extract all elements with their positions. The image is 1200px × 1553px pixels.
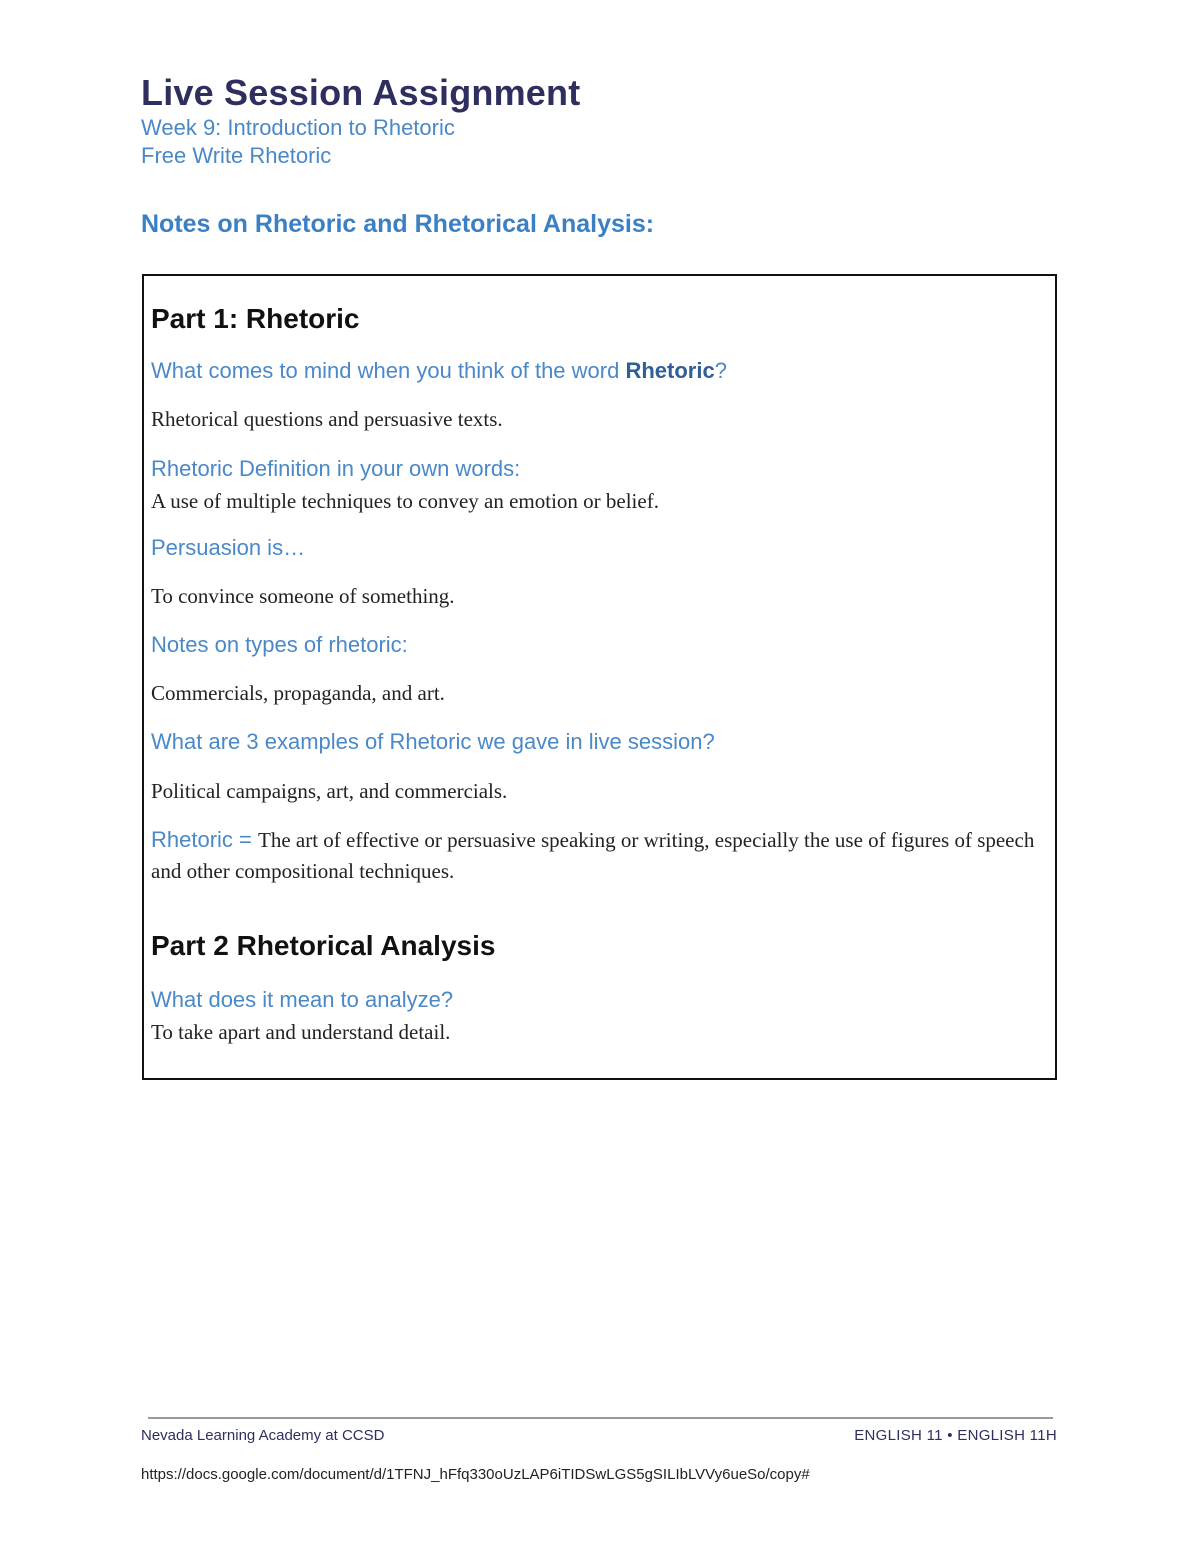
part1-question-persuasion: Persuasion is… [151,535,306,560]
question-prefix: What comes to mind when you think of the word [151,358,626,383]
part1-question-definition: Rhetoric Definition in your own words: [151,456,521,481]
question-suffix: ? [714,358,727,383]
rhetoric-definition [151,826,1051,888]
week-subtitle: Week 9: Introduction to Rhetoric [141,115,455,140]
part1-answer-definition[interactable]: A use of multiple techniques to convey an emotion or belief. [151,489,659,513]
definition-lead: Rhetoric = [151,827,258,852]
notes-section-heading: Notes on Rhetoric and Rhetorical Analysis: [141,210,655,238]
part1-answer-rhetoric-mind[interactable]: Rhetorical questions and persuasive texts. [151,407,503,431]
part1-question-types: Notes on types of rhetoric: [151,632,408,657]
footer-school: Nevada Learning Academy at CCSD [141,1427,385,1444]
activity-subtitle: Free Write Rhetoric [141,143,332,168]
part1-heading: Part 1: Rhetoric [151,303,360,334]
part2-answer-analyze[interactable]: To take apart and understand detail. [151,1020,451,1044]
part1-answer-examples[interactable]: Political campaigns, art, and commercials. [151,779,508,803]
question-term: Rhetoric [625,358,715,383]
part2-question-analyze: What does it mean to analyze? [151,987,454,1012]
footer-url[interactable]: https://docs.google.com/document/d/1TFNJ_hFfq330oUzLAP6iTIDSwLGS5gSILIbLVVy6ueSo/copy# [141,1466,810,1483]
part1-answer-types[interactable]: Commercials, propaganda, and art. [151,681,445,705]
page-title: Live Session Assignment [141,72,581,113]
part1-question-rhetoric-mind [151,358,727,384]
footer-course: ENGLISH 11 • ENGLISH 11H [854,1427,1057,1444]
part2-heading: Part 2 Rhetorical Analysis [151,930,496,961]
part1-answer-persuasion[interactable]: To convince someone of something. [151,584,455,608]
definition-body[interactable]: The art of effective or persuasive speaking or writing, especially the use of figures of speech and other compositional techniques. [151,828,1035,883]
footer-divider [148,1417,1053,1419]
part1-question-examples: What are 3 examples of Rhetoric we gave in live session? [151,729,715,754]
